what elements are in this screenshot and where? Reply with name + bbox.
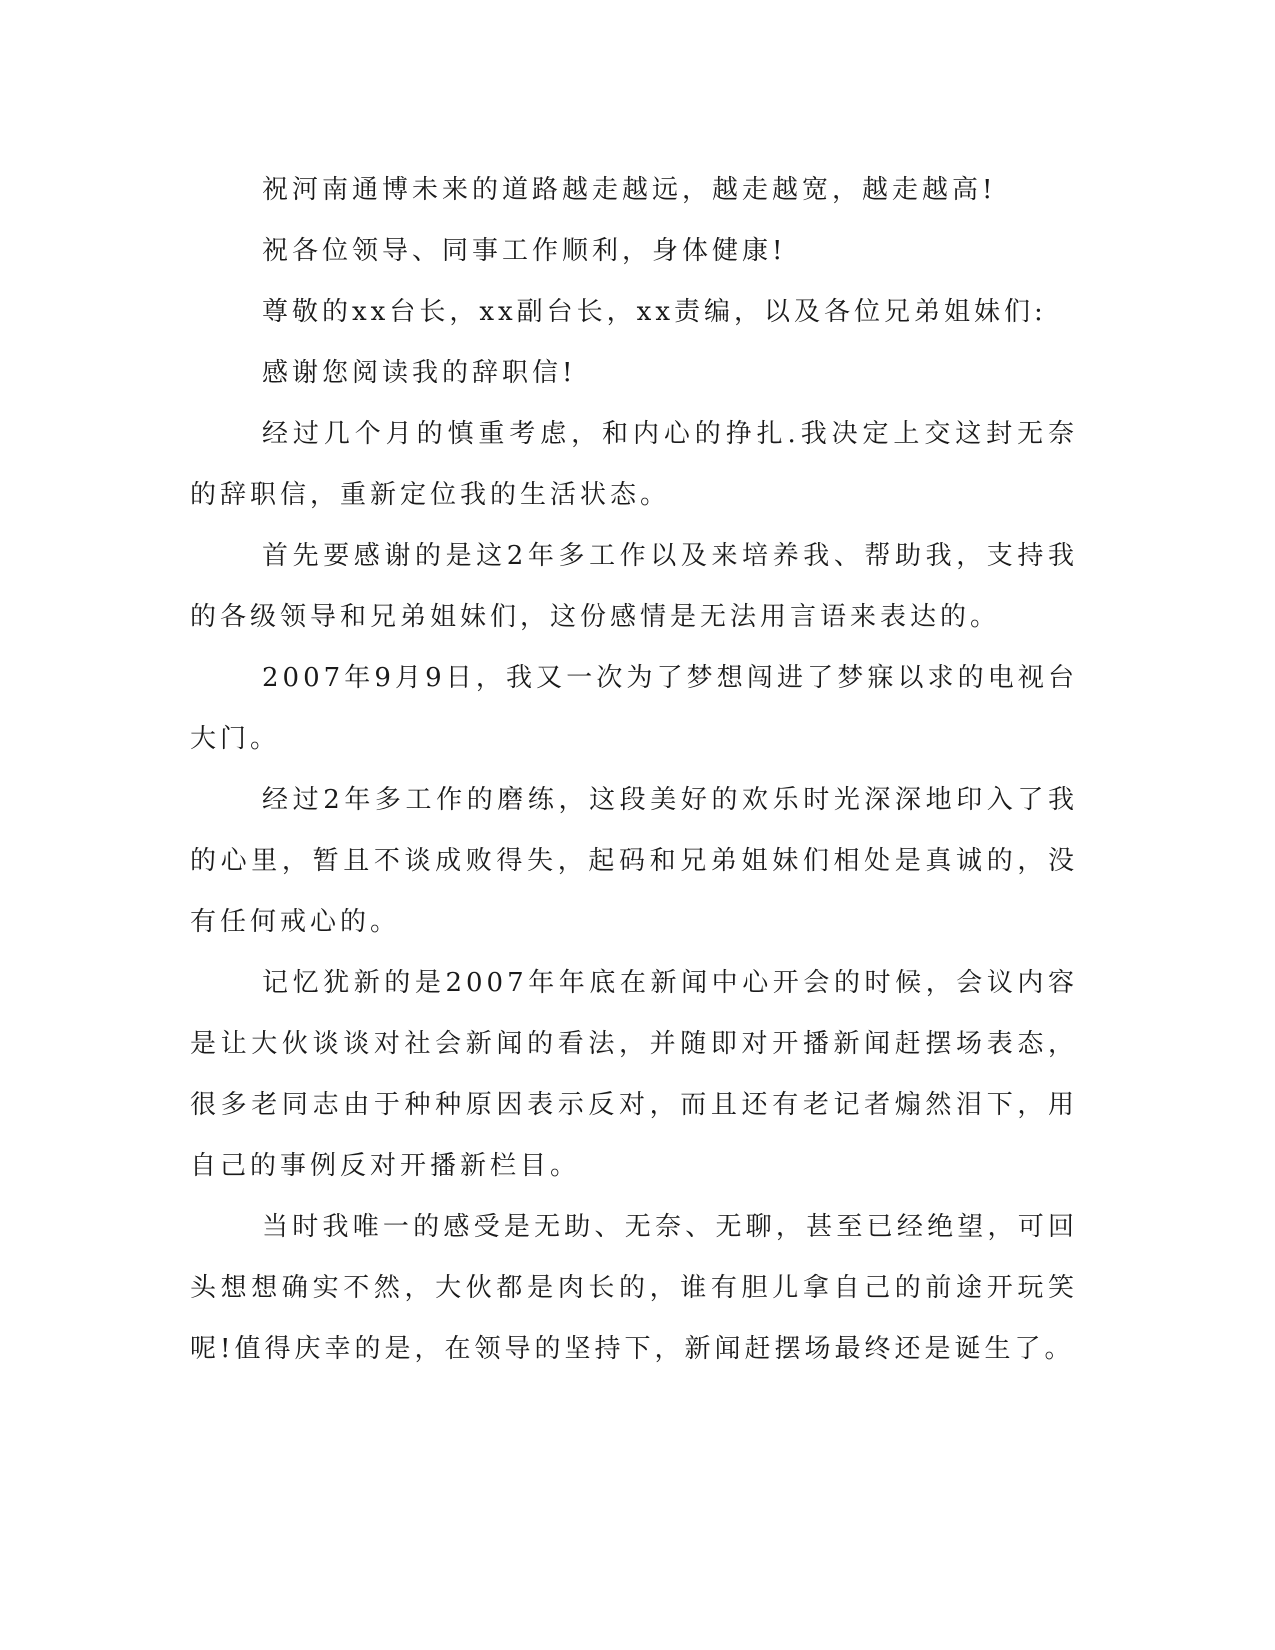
paragraph-thanks-reading: 感谢您阅读我的辞职信! <box>262 358 577 388</box>
paragraph-blessing-colleagues: 祝各位领导、同事工作顺利，身体健康! <box>262 236 787 266</box>
paragraph-experience: 经过2年多工作的磨练，这段美好的欢乐时光深深地印入了我的心里，暂且不谈成败得失，起码和兄弟姐妹们相处是真诚的，没有任何戒心的。 <box>190 785 1078 937</box>
paragraph-feelings: 当时我唯一的感受是无助、无奈、无聊，甚至已经绝望，可回头想想确实不然，大伙都是肉长的，谁有胆儿拿自己的前途开玩笑呢!值得庆幸的是，在领导的坚持下，新闻赶摆场最终还是诞生了。 <box>190 1212 1078 1364</box>
paragraph-meeting-memory: 记忆犹新的是2007年年底在新闻中心开会的时候，会议内容是让大伙谈谈对社会新闻的看法，并随即对开播新闻赶摆场表态，很多老同志由于种种原因表示反对，而且还有老记者煽然泪下，用自己的事例反对开播新栏目。 <box>190 968 1078 1181</box>
paragraph-gratitude: 首先要感谢的是这2年多工作以及来培养我、帮助我，支持我的各级领导和兄弟姐妹们，这份感情是无法用言语来表达的。 <box>190 541 1078 632</box>
paragraph-blessing-company: 祝河南通博未来的道路越走越远，越走越宽，越走越高! <box>262 175 997 205</box>
letter-body <box>190 160 1078 1380</box>
paragraph-decision: 经过几个月的慎重考虑，和内心的挣扎.我决定上交这封无奈的辞职信，重新定位我的生活状态。 <box>190 419 1078 510</box>
paragraph-salutation: 尊敬的xx台长，xx副台长，xx责编，以及各位兄弟姐妹们: <box>262 297 1047 327</box>
paragraph-join-date: 2007年9月9日，我又一次为了梦想闯进了梦寐以求的电视台大门。 <box>190 663 1078 754</box>
